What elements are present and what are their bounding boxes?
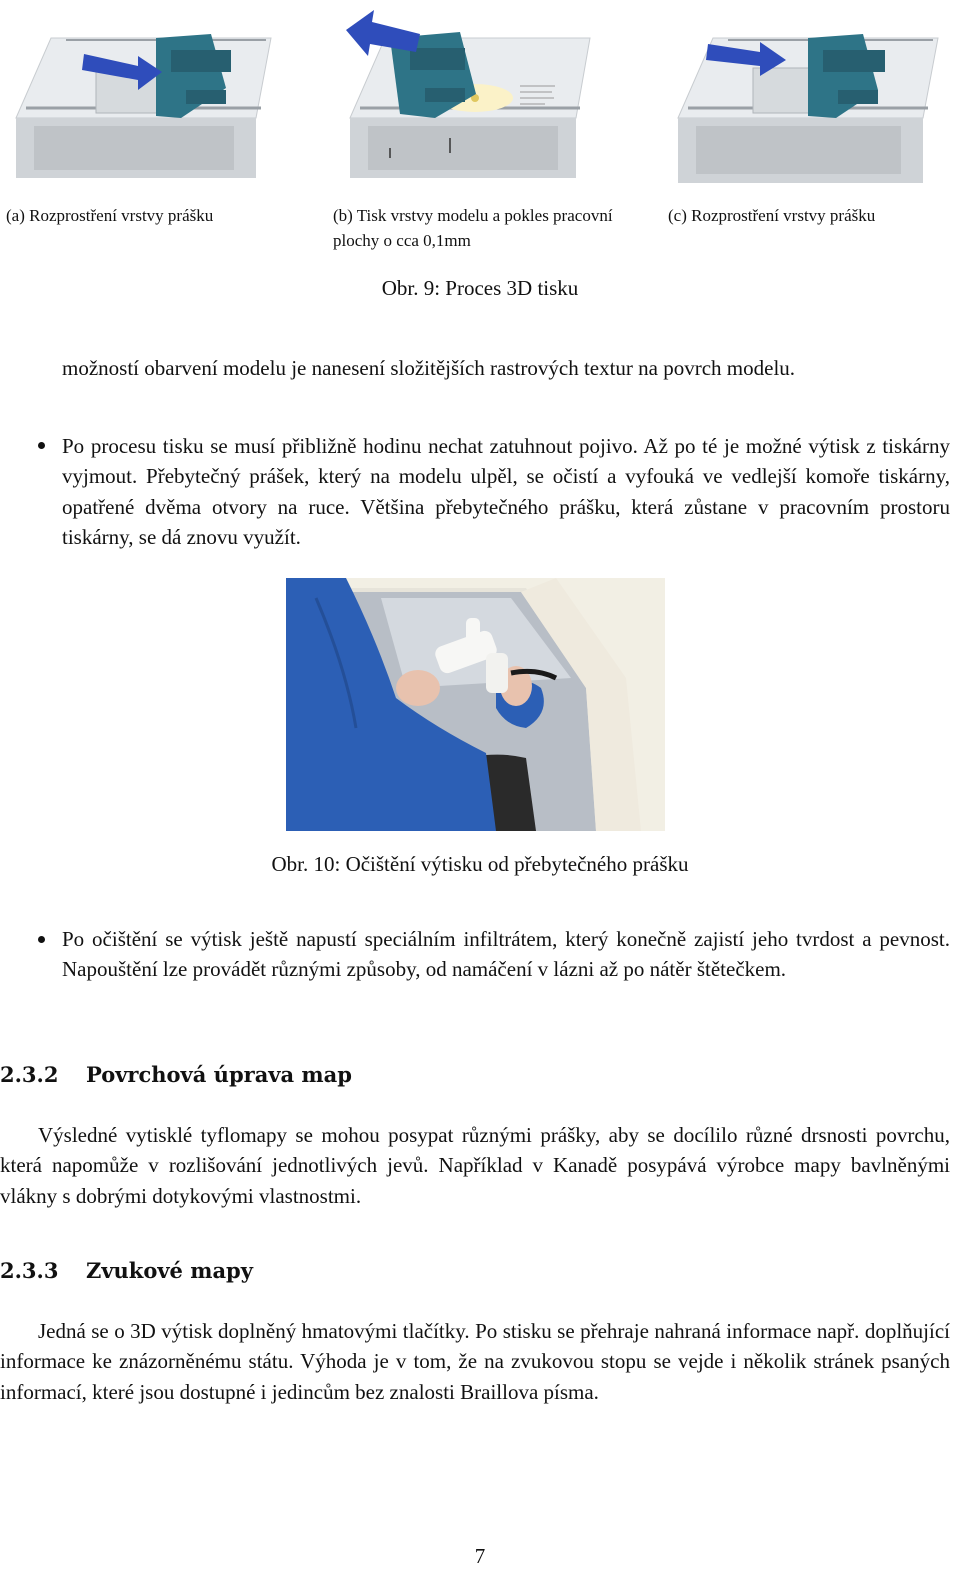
- section-number: 2.3.3: [0, 1258, 59, 1283]
- figure-10-caption: Obr. 10: Očištění výtisku od přebytečného prášku: [271, 852, 689, 876]
- subfigure-b-image: [340, 8, 600, 188]
- section-title: Zvukové mapy: [86, 1258, 253, 1283]
- section-2-3-3-body: Jedná se o 3D výtisk doplněný hmatovými tlačítky. Po stisku se přehraje nahraná informace např. doplňující informace ke znázorněnému státu. Výhoda je v tom, že na zvukovou stopu se vejde i několik stránek psaných informací, které jsou dostupné i jedincům bez znalosti Braillova písma.: [0, 1319, 950, 1404]
- subfigure-c-image: [668, 8, 953, 193]
- subfigure-a-image: [6, 8, 281, 188]
- page-number: 7: [474, 1544, 486, 1568]
- figure-9-caption: Obr. 9: Proces 3D tisku: [381, 276, 579, 300]
- bullet-marker: [38, 442, 45, 449]
- section-heading-2-3-3: [0, 1258, 253, 1283]
- bullet-item-2: Po očištění se výtisk ještě napustí speciálním infiltrátem, který konečně zajistí jeho tvrdost a pevnost. Napouštění lze provádět různými způsoby, od namáčení v lázni až po nátěr štětečkem.: [62, 927, 950, 982]
- paragraph-continuation: možností obarvení modelu je nanesení složitějších rastrových textur na povrch modelu.: [62, 356, 796, 380]
- section-number: 2.3.2: [0, 1062, 59, 1087]
- subfigure-c-caption: (c) Rozprostření vrstvy prášku: [668, 206, 876, 225]
- section-title: Povrchová úprava map: [86, 1062, 352, 1087]
- bullet-marker: [38, 936, 45, 943]
- subfigure-b-caption: (b) Tisk vrstvy modelu a pokles pracovní plochy o cca 0,1mm: [333, 206, 613, 250]
- figure-10-image: [286, 578, 665, 831]
- bullet-item-1: Po procesu tisku se musí přibližně hodinu nechat zatuhnout pojivo. Až po té je možné výtisk z tiskárny vyjmout. Přebytečný prášek, který na modelu ulpěl, se očistí a vyfouká ve vedlejší komoře tiskárny, opatřené dvěma otvory na ruce. Většina přebytečného prášku, která zůstane v pracovním prostoru tiskárny, se dá znovu využít.: [62, 434, 950, 549]
- section-2-3-2-body: Výsledné vytisklé tyflomapy se mohou posypat různými prášky, aby se docílilo různé drsnosti povrchu, která napomůže v rozlišování jednotlivých jevů. Například v Kanadě posypává výrobce mapy bavlněnými vlákny s dobrými dotykovými vlastnostmi.: [0, 1123, 950, 1208]
- subfigure-a-caption: (a) Rozprostření vrstvy prášku: [6, 206, 214, 225]
- section-heading-2-3-2: [0, 1062, 352, 1087]
